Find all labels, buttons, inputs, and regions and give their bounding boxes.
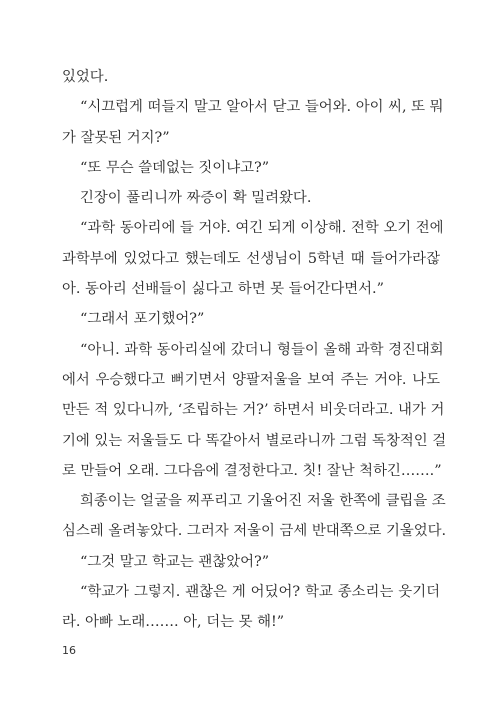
text-line: 심스레 올려놓았다. 그러자 저울이 금세 반대쪽으로 기울었다. bbox=[62, 523, 447, 540]
text-line: 에서 우승했다고 뻐기면서 양팔저울을 보여 주는 거야. 나도 bbox=[62, 371, 440, 388]
body-text bbox=[62, 62, 447, 638]
text-line: 기에 있는 저울들도 다 똑같아서 별로라니까 그럼 독창적인 걸 bbox=[62, 432, 447, 449]
text-line: 희종이는 얼굴을 찌푸리고 기울어진 저울 한쪽에 클립을 조 bbox=[80, 493, 446, 510]
text-line: “학교가 그렇지. 괜찮은 게 어딨어? 학교 종소리는 웃기더 bbox=[80, 584, 440, 601]
text-line: 과학부에 있었다고 했는데도 선생님이 5학년 때 들어가라잖 bbox=[62, 250, 440, 267]
text-line: 가 잘못된 거지?” bbox=[62, 129, 170, 146]
text-line: “시끄럽게 떠들지 말고 알아서 닫고 들어와. 아이 씨, 또 뭐 bbox=[80, 99, 444, 116]
text-line: 긴장이 풀리니까 짜증이 확 밀려왔다. bbox=[80, 190, 312, 207]
text-line: 만든 적 있다니까, ‘조립하는 거?’ 하면서 비웃더라고. 내가 거 bbox=[62, 402, 445, 419]
text-line: “또 무슨 쓸데없는 짓이냐고?” bbox=[80, 159, 270, 176]
text-line: 라. 아빠 노래……. 아, 더는 못 해!” bbox=[62, 614, 285, 631]
text-line: 있었다. bbox=[62, 69, 109, 85]
text-line: “그래서 포기했어?” bbox=[80, 311, 205, 328]
text-line: “아니. 과학 동아리실에 갔더니 형들이 올해 과학 경진대회 bbox=[80, 341, 444, 358]
text-line: 로 만들어 오래. 그다음에 결정한다고. 칫! 잘난 척하긴…….” bbox=[62, 462, 442, 479]
text-line: “그것 말고 학교는 괜찮았어?” bbox=[80, 553, 270, 570]
page-number: 16 bbox=[62, 644, 76, 657]
text-line: 아. 동아리 선배들이 싫다고 하면 못 들어간다면서.” bbox=[62, 281, 384, 298]
text-line: “과학 동아리에 들 거야. 여긴 되게 이상해. 전학 오기 전에 bbox=[80, 220, 444, 237]
